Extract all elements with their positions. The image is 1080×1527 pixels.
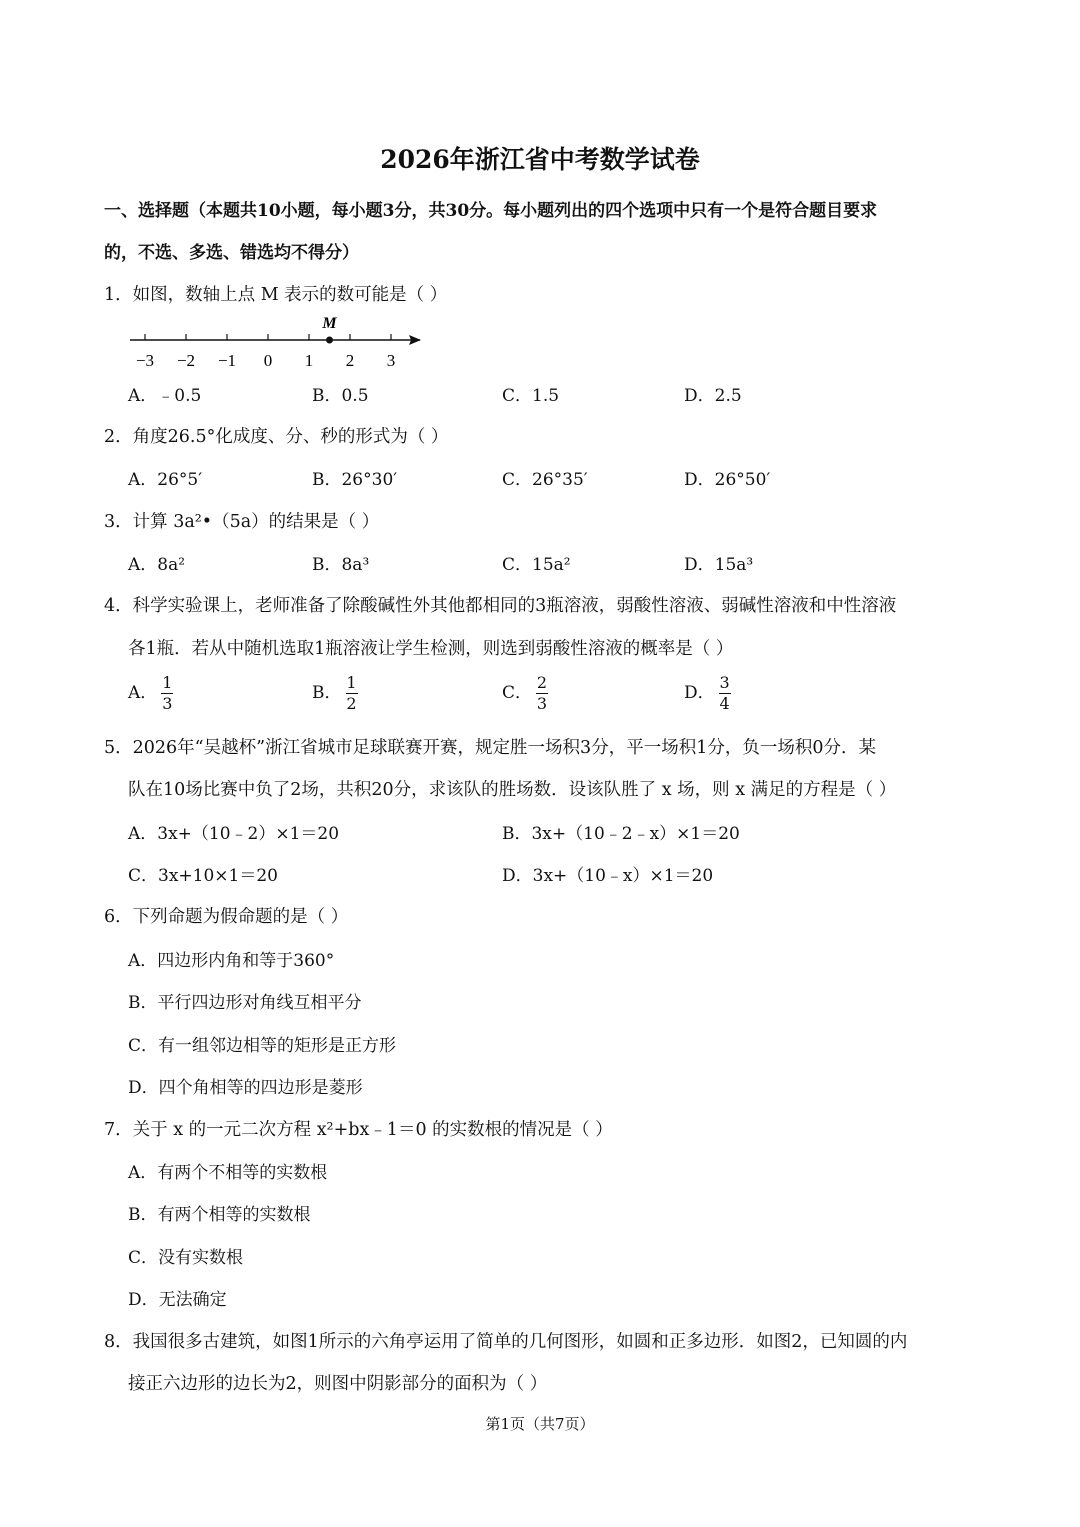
q3-option-d[interactable]: D．15a³ bbox=[684, 555, 754, 575]
q8-stem-line1: 8．我国很多古建筑，如图1所示的六角亭运用了简单的几何图形，如圆和正多边形．如图2，已知圆的内 bbox=[104, 1332, 908, 1352]
page-footer: 第1页（共7页） bbox=[485, 1415, 595, 1433]
page-title: 2026年浙江省中考数学试卷 bbox=[380, 145, 700, 174]
q6-option-c[interactable]: C．有一组邻边相等的矩形是正方形 bbox=[128, 1036, 397, 1056]
q2-option-c[interactable]: C．26°35′ bbox=[502, 470, 588, 490]
q2-stem: 2．角度26.5°化成度、分、秒的形式为（ ） bbox=[104, 427, 449, 447]
q4-option-a-label: A． bbox=[128, 683, 158, 703]
q7-option-a[interactable]: A．有两个不相等的实数根 bbox=[128, 1163, 328, 1183]
tick-label: −1 bbox=[217, 351, 237, 370]
q4-stem-line1: 4．科学实验课上，老师准备了除酸碱性外其他都相同的3瓶溶液，弱酸性溶液、弱碱性溶液和中性溶液 bbox=[104, 596, 897, 616]
q4-option-b[interactable] bbox=[312, 673, 358, 714]
q1-option-a[interactable]: A．﹣0.5 bbox=[128, 386, 202, 406]
point-m-label: M bbox=[322, 315, 337, 332]
q8-stem-line2: 接正六边形的边长为2，则图中阴影部分的面积为（ ） bbox=[128, 1374, 548, 1394]
q7-option-b[interactable]: B．有两个相等的实数根 bbox=[128, 1205, 311, 1225]
tick-label: −2 bbox=[176, 351, 196, 370]
q2-option-a[interactable]: A．26°5′ bbox=[128, 470, 203, 490]
q3-option-a[interactable]: A．8a² bbox=[128, 555, 186, 575]
q6-stem: 6．下列命题为假命题的是（ ） bbox=[104, 907, 349, 927]
q3-option-b[interactable]: B．8a³ bbox=[312, 555, 370, 575]
q7-stem: 7．关于 x 的一元二次方程 x²+bx﹣1＝0 的实数根的情况是（ ） bbox=[104, 1120, 613, 1140]
q4-option-d-label: D． bbox=[684, 683, 715, 703]
q1-option-d[interactable]: D．2.5 bbox=[684, 386, 742, 406]
q7-option-d[interactable]: D．无法确定 bbox=[128, 1290, 227, 1310]
q4-option-b-label: B． bbox=[312, 683, 342, 703]
q5-stem-line1: 5．2026年“吴越杯”浙江省城市足球联赛开赛，规定胜一场积3分，平一场积1分，负一场积0分．某 bbox=[104, 738, 876, 758]
tick-label: 2 bbox=[345, 351, 355, 370]
q5-option-b[interactable]: B．3x+（10﹣2﹣x）×1＝20 bbox=[502, 824, 740, 844]
tick-label: −3 bbox=[135, 351, 155, 370]
fraction: $\frac{2}{3}$ bbox=[536, 673, 548, 713]
q1-option-b[interactable]: B．0.5 bbox=[312, 386, 369, 406]
q5-stem-line2: 队在10场比赛中负了2场，共积20分，求该队的胜场数．设该队胜了 x 场，则 x 满足的方程是（ ） bbox=[128, 780, 897, 800]
number-line-figure bbox=[125, 312, 435, 372]
q5-option-a[interactable]: A．3x+（10﹣2）×1＝20 bbox=[128, 824, 340, 844]
q6-option-b[interactable]: B．平行四边形对角线互相平分 bbox=[128, 993, 362, 1013]
q5-option-c[interactable]: C．3x+10×1＝20 bbox=[128, 866, 278, 886]
q4-option-a[interactable] bbox=[128, 673, 173, 714]
q2-option-d[interactable]: D．26°50′ bbox=[684, 470, 771, 490]
fraction: $\frac{1}{2}$ bbox=[346, 673, 357, 713]
q2-option-b[interactable]: B．26°30′ bbox=[312, 470, 398, 490]
q3-stem: 3．计算 3a²•（5a）的结果是（ ） bbox=[104, 512, 380, 532]
q4-stem-line2: 各1瓶．若从中随机选取1瓶溶液让学生检测，则选到弱酸性溶液的概率是（ ） bbox=[128, 639, 734, 659]
fraction: $\frac{3}{4}$ bbox=[719, 673, 730, 713]
q6-option-a[interactable]: A．四边形内角和等于360° bbox=[128, 951, 335, 971]
tick-label: 1 bbox=[304, 351, 314, 370]
section-heading-line2: 的，不选、多选、错选均不得分） bbox=[104, 243, 359, 263]
q4-option-d[interactable] bbox=[684, 673, 731, 714]
q4-option-c[interactable] bbox=[502, 673, 548, 714]
fraction: $\frac{1}{3}$ bbox=[162, 673, 173, 713]
tick-label: 0 bbox=[263, 351, 273, 370]
section-heading-line1: 一、选择题（本题共10小题，每小题3分，共30分。每小题列出的四个选项中只有一个是符合题目要求 bbox=[104, 201, 878, 221]
q4-option-c-label: C． bbox=[502, 683, 533, 703]
q1-option-c[interactable]: C．1.5 bbox=[502, 386, 560, 406]
q5-option-d[interactable]: D．3x+（10﹣x）×1＝20 bbox=[502, 866, 714, 886]
q7-option-c[interactable]: C．没有实数根 bbox=[128, 1248, 244, 1268]
tick-label: 3 bbox=[386, 351, 396, 370]
q3-option-c[interactable]: C．15a² bbox=[502, 555, 571, 575]
q6-option-d[interactable]: D．四个角相等的四边形是菱形 bbox=[128, 1078, 363, 1098]
point-m bbox=[326, 337, 333, 344]
q1-stem: 1．如图，数轴上点 M 表示的数可能是（ ） bbox=[104, 285, 448, 305]
